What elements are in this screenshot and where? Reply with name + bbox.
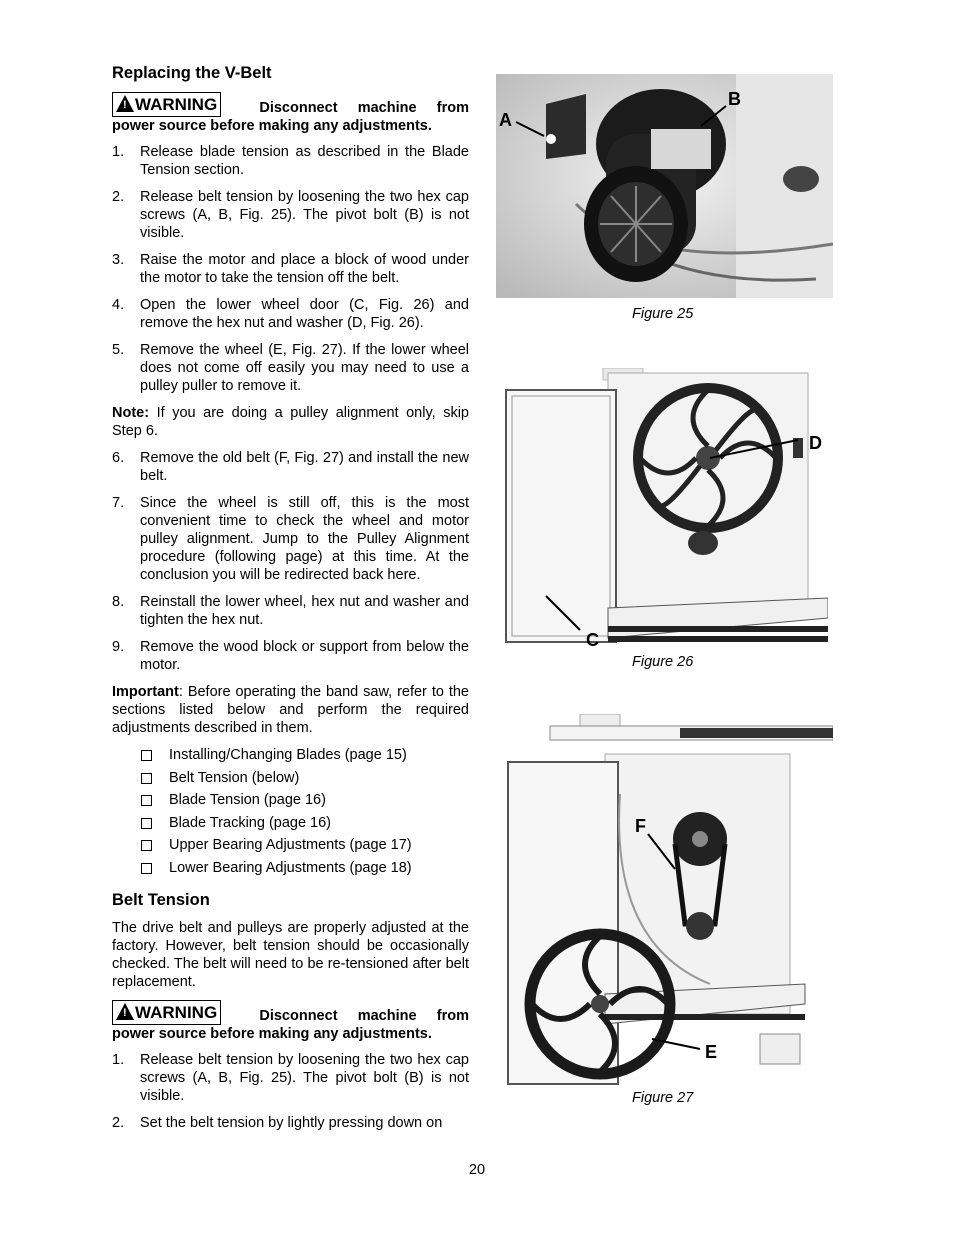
- important-label: Important: [112, 684, 179, 700]
- step-text: Raise the motor and place a block of wood under the motor to take the tension off the belt.: [140, 252, 469, 286]
- step-text: Set the belt tension by lightly pressing down on: [140, 1114, 443, 1131]
- step-number: 6.: [112, 450, 125, 466]
- checkbox-icon: [141, 818, 152, 829]
- figure-26-caption: Figure 26: [632, 654, 694, 670]
- list-item: [112, 251, 469, 287]
- left-column: [112, 62, 469, 1141]
- callout-label-d: D: [809, 433, 822, 453]
- warning-triangle-icon: !: [116, 1003, 134, 1020]
- checklist-item: [112, 791, 469, 809]
- checklist-text: Blade Tracking (page 16): [169, 814, 332, 831]
- warning-text-word: from: [436, 1007, 469, 1024]
- step-number: 8.: [112, 594, 125, 610]
- warning-text-word: Disconnect: [259, 1007, 338, 1024]
- step-number: 1.: [112, 144, 125, 160]
- belt-tension-steps: [112, 1051, 469, 1132]
- checklist-item: [112, 769, 469, 787]
- checklist-item: [112, 746, 469, 764]
- steps-list: [112, 143, 469, 395]
- step-text: Release belt tension by loosening the two hex cap screws (A, B, Fig. 25). The pivot bolt (B) is not visible.: [140, 1051, 469, 1104]
- adjustment-checklist: [112, 746, 469, 877]
- callout-label-e: E: [705, 1042, 718, 1062]
- list-item: [112, 494, 469, 584]
- step-text: Release belt tension by loosening the two hex cap screws (A, B, Fig. 25). The pivot bolt (B) is not visible.: [140, 189, 469, 241]
- callout-label-c: C: [586, 630, 599, 650]
- warning-badge-text: WARNING: [135, 95, 218, 114]
- step-text: Open the lower wheel door (C, Fig. 26) and remove the hex nut and washer (D, Fig. 26).: [140, 297, 469, 331]
- warning-block: [112, 1000, 469, 1043]
- steps-list-2: [112, 449, 469, 674]
- step-number: 3.: [112, 252, 125, 268]
- page-number: 20: [468, 1162, 486, 1178]
- list-item: [112, 638, 469, 674]
- warning-badge-text: WARNING: [135, 1002, 218, 1022]
- checklist-text: Blade Tension (page 16): [169, 792, 326, 808]
- warning-text-word: from: [436, 100, 469, 116]
- important-paragraph: [112, 683, 469, 737]
- checkbox-icon: [141, 773, 152, 784]
- step-number: 5.: [112, 342, 125, 358]
- figure-25-motor-image: [496, 74, 833, 298]
- important-text: : Before operating the band saw, refer to the sections listed below and perform the required adjustments described in them.: [112, 684, 469, 736]
- warning-triangle-icon: !: [116, 95, 134, 112]
- step-number: 4.: [112, 297, 125, 313]
- step-text: Remove the wheel (E, Fig. 27). If the lower wheel does not come off easily you may need to use a pulley puller to remove it.: [140, 342, 469, 394]
- checklist-item: [112, 814, 469, 832]
- checklist-item: [112, 859, 469, 877]
- step-number: 2.: [112, 1114, 125, 1131]
- list-item: [112, 341, 469, 395]
- step-number: 1.: [112, 1051, 125, 1068]
- list-item: [112, 449, 469, 485]
- lower-wheel-cabinet-illustration: [498, 368, 828, 648]
- list-item: [112, 143, 469, 179]
- list-item: [112, 296, 469, 332]
- step-text: Reinstall the lower wheel, hex nut and washer and tighten the hex nut.: [140, 594, 469, 628]
- section-heading-belt-tension: Belt Tension: [112, 890, 210, 909]
- warning-text: power source before making any adjustments.: [112, 1025, 432, 1042]
- checkbox-icon: [141, 840, 152, 851]
- checklist-text: Lower Bearing Adjustments (page 18): [169, 859, 412, 876]
- list-item: [112, 188, 469, 242]
- warning-badge: [112, 92, 221, 117]
- list-item: [112, 1114, 469, 1132]
- checklist-item: [112, 836, 469, 854]
- note-text: If you are doing a pulley alignment only, skip Step 6.: [112, 405, 469, 439]
- section-heading-replacing-v-belt: Replacing the V-Belt: [112, 64, 272, 82]
- checklist-text: Installing/Changing Blades (page 15): [169, 747, 407, 763]
- warning-badge: [112, 1000, 221, 1025]
- warning-text: power source before making any adjustments.: [112, 118, 432, 134]
- step-text: Release blade tension as described in the Blade Tension section.: [140, 144, 469, 178]
- step-text: Since the wheel is still off, this is the most convenient time to check the wheel and motor pulley alignment. Jump to the Pulley Alignment procedure (following page) at this time. At the conclusion you will be redirected back here.: [140, 495, 469, 583]
- callout-label-f: F: [635, 816, 646, 836]
- step-text: Remove the old belt (F, Fig. 27) and install the new belt.: [140, 450, 469, 484]
- warning-text-word: machine: [357, 100, 417, 116]
- note-paragraph: [112, 404, 469, 440]
- checkbox-icon: [141, 795, 152, 806]
- warning-text-word: Disconnect: [259, 100, 338, 116]
- checklist-text: Upper Bearing Adjustments (page 17): [169, 837, 412, 853]
- checklist-text: Belt Tension (below): [169, 769, 300, 786]
- callout-label-a: A: [499, 110, 512, 130]
- callout-label-b: B: [728, 89, 741, 109]
- checkbox-icon: [141, 863, 152, 874]
- figure-27-wheel-removed-image: [500, 714, 833, 1086]
- note-label: Note:: [112, 405, 150, 421]
- list-item: [112, 593, 469, 629]
- figure-25-caption: Figure 25: [632, 306, 694, 322]
- step-text: Remove the wood block or support from below the motor.: [140, 639, 469, 673]
- figure-26-lower-wheel-image: [498, 368, 828, 648]
- warning-text-word: machine: [357, 1007, 417, 1024]
- list-item: [112, 1051, 469, 1105]
- step-number: 7.: [112, 495, 125, 511]
- belt-tension-intro: The drive belt and pulleys are properly adjusted at the factory. However, belt tension should be occasionally checked. The belt will need to be re-tensioned after belt replacement.: [112, 919, 469, 990]
- step-number: 9.: [112, 639, 125, 655]
- checkbox-icon: [141, 750, 152, 761]
- warning-block: [112, 92, 469, 135]
- step-number: 2.: [112, 189, 125, 205]
- motor-illustration: [496, 74, 833, 298]
- wheel-removed-illustration: [500, 714, 833, 1086]
- figure-27-caption: Figure 27: [632, 1090, 694, 1106]
